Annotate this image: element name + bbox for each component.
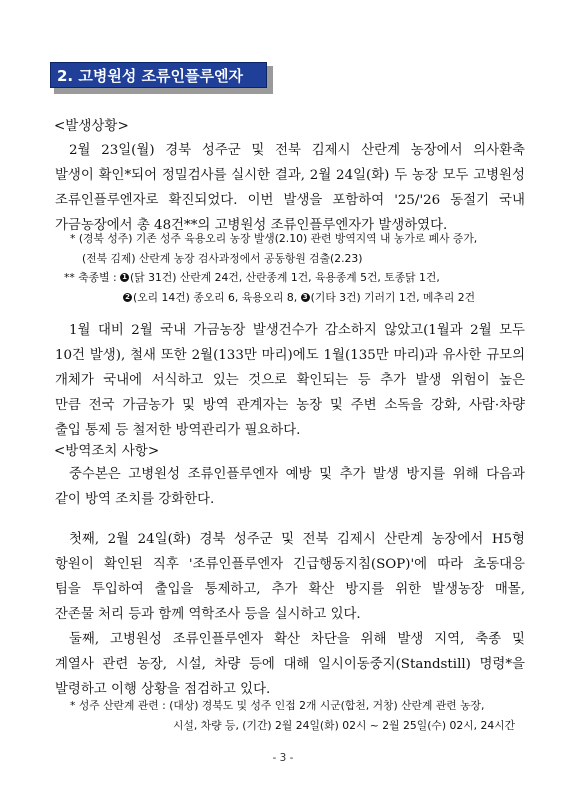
footnote-prefix: ** 축종별 : [64, 271, 117, 284]
paragraph-line: 만큼 전국 가금농가 및 방역 관계자는 농장 및 주변 소독을 강화, 사람·차량 [55, 398, 525, 413]
footnote-line: * (경북 성주) 기존 성주 육용오리 농장 발생(2.10) 관련 방역지역 내 농가로 폐사 증가, [70, 232, 478, 245]
footnote-line [64, 288, 475, 308]
footnote-single-star [70, 229, 477, 269]
footnote-line [64, 268, 475, 288]
footnote-line: * 성주 산란계 관련 : (대상) 경북도 및 성주 인접 2개 시군(합천, 거창) 산란계 관련 농장, [70, 699, 485, 712]
paragraph-line: 가금농장에서 총 48건**의 고병원성 조류인플루엔자가 발생하였다. [55, 218, 448, 233]
paragraph-line: 같이 방역 조치를 강화한다. [55, 492, 215, 507]
paragraph-line: 둘째, 고병원성 조류인플루엔자 확산 차단을 위해 발생 지역, 축종 및 [69, 632, 525, 647]
paragraph-line: 중수본은 고병원성 조류인플루엔자 예방 및 추가 발생 방지를 위해 다음과 [69, 467, 525, 482]
occurrence-paragraph [55, 138, 525, 238]
paragraph-line: 10건 발생), 철새 또한 2월(133만 마리)에도 1월(135만 마리)과 유사한 규모의 [55, 348, 525, 363]
paragraph-line: 1월 대비 2월 국내 가금농장 발생건수가 감소하지 않았고(1월과 2월 모두 [69, 323, 525, 338]
paragraph-line: 출입 통제 등 철저한 방역관리가 필요하다. [55, 423, 301, 438]
risk-paragraph [55, 318, 525, 443]
paragraph-line: 발령하고 이행 상황을 점검하고 있다. [55, 682, 271, 697]
footnote-text: (오리 14건) 종오리 6, 육용오리 8, [133, 291, 298, 304]
section-title: 2. 고병원성 조류인플루엔자 [50, 62, 267, 88]
standstill-footnote [70, 696, 515, 736]
paragraph-line: 잔존물 처리 등과 함께 역학조사 등을 실시하고 있다. [55, 607, 361, 622]
paragraph-line: 발생이 확인*되어 정밀검사를 실시한 결과, 2월 24일(화) 두 농장 모두 고병원성 [55, 168, 525, 183]
paragraph-line: 첫째, 2월 24일(화) 경북 성주군 및 전북 김제시 산란계 농장에서 H5형 [69, 532, 525, 547]
paragraph-line: 항원이 확인된 직후 '조류인플루엔자 긴급행동지침(SOP)'에 따라 초동대응 [55, 557, 525, 572]
footnote-text: (닭 31건) 산란계 24건, 산란종계 1건, 육용종계 5건, 토종닭 1건, [130, 271, 440, 284]
circled-number-3-icon: 3 [301, 293, 310, 302]
measure-first [55, 527, 525, 627]
measures-heading: <방역조치 사항> [54, 443, 160, 459]
section-title-box [50, 62, 273, 94]
circled-number-1-icon: 1 [120, 273, 129, 282]
page-number: - 3 - [272, 752, 294, 764]
paragraph-line: 팀을 투입하여 출입을 통제하고, 추가 확산 방지를 위한 발생농장 매몰, [55, 582, 525, 597]
paragraph-line: 계열사 관련 농장, 시설, 차량 등에 대해 일시이동중지(Standstill) 명령*을 [55, 657, 525, 672]
paragraph-line: 개체가 국내에 서식하고 있는 것으로 확인되는 등 추가 발생 위험이 높은 [55, 373, 525, 388]
paragraph-line: 조류인플루엔자로 확진되었다. 이번 발생을 포함하여 '25/'26 동절기 국내 [55, 193, 525, 208]
footnote-line: 시설, 차량 등, (기간) 2월 24일(화) 02시 ~ 2월 25일(수) 02시, 24시간 [173, 719, 516, 732]
occurrence-heading: <발생상황> [54, 118, 129, 134]
measure-second [55, 627, 525, 702]
paragraph-line: 2월 23일(월) 경북 성주군 및 전북 김제시 산란계 농장에서 의사환축 [69, 143, 525, 158]
footnote-text: (기타 3건) 기러기 1건, 메추리 2건 [310, 291, 476, 304]
circled-number-2-icon: 2 [123, 293, 132, 302]
measures-intro [55, 462, 525, 512]
footnote-double-star [64, 268, 475, 308]
footnote-line: (전북 김제) 산란계 농장 검사과정에서 공동항원 검출(2.23) [82, 252, 363, 265]
